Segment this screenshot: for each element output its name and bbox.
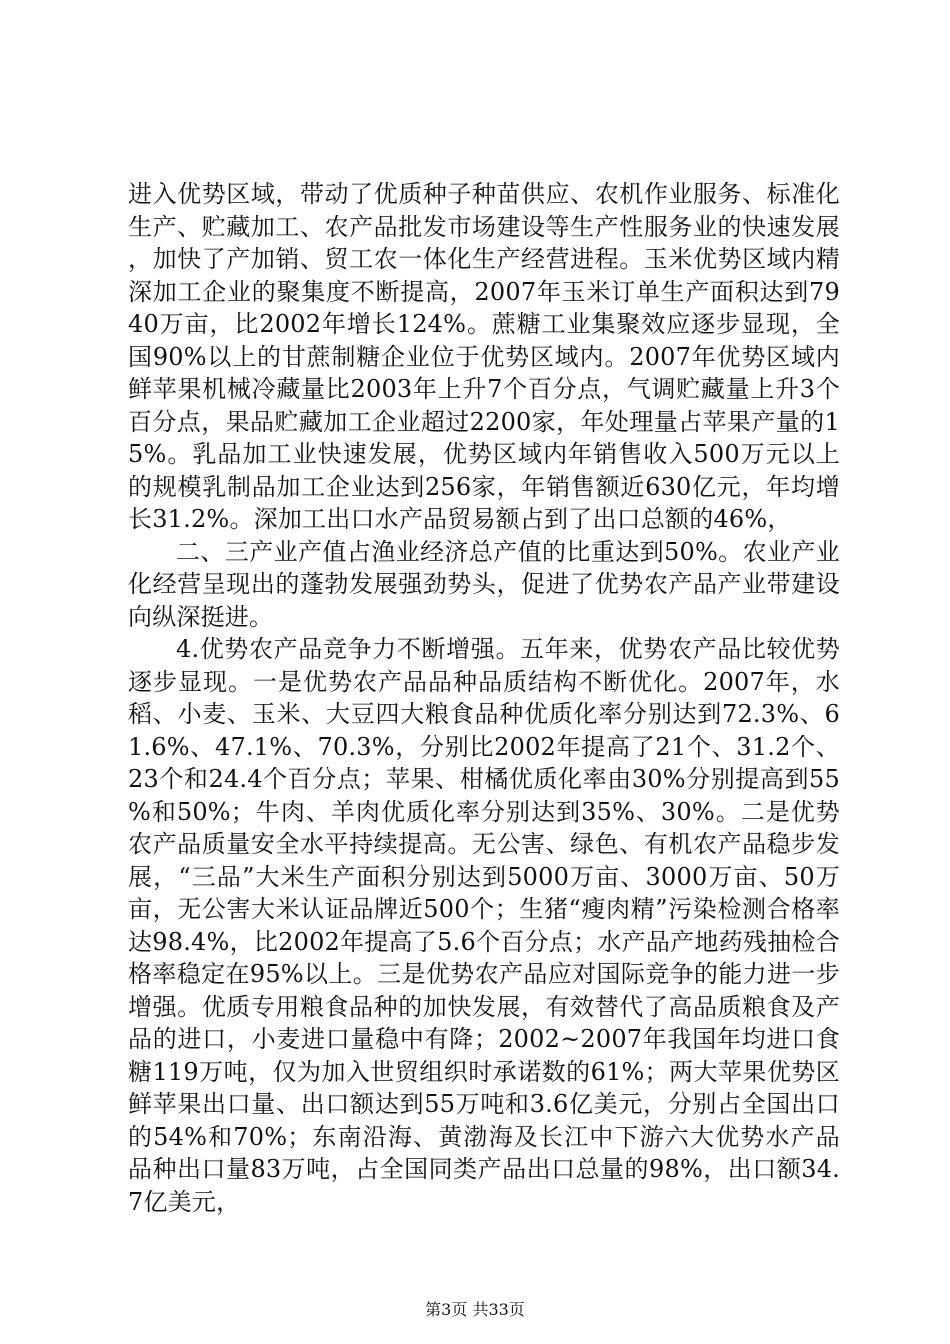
page-number-footer: 第3页 共33页 <box>425 1300 525 1319</box>
paragraph-continuation: 进入优势区域，带动了优质种子种苗供应、农机作业服务、标准化生产、贮藏加工、农产品批发市场建设等生产性服务业的快速发展，加快了产加销、贸工农一体化生产经营进程。玉米优势区域内精深加工企业的聚集度不断提高，2007年玉米订单生产面积达到7940万亩，比2002年增长124%。蔗糖工业集聚效应逐步显现，全国90%以上的甘蔗制糖企业位于优势区域内。2007年优势区域内鲜苹果机械冷藏量比2003年上升7个百分点，气调贮藏量上升3个百分点，果品贮藏加工企业超过2200家，年处理量占苹果产量的15%。乳品加工业快速发展，优势区域内年销售收入500万元以上的规模乳制品加工企业达到256家，年销售额近630亿元，年均增长31.2%。深加工出口水产品贸易额占到了出口总额的46%， <box>128 180 840 533</box>
paragraph-industry-share: 二、三产业产值占渔业经济总产值的比重达到50%。农业产业化经营呈现出的蓬勃发展强劲势头，促进了优势农产品产业带建设向纵深挺进。 <box>128 537 840 631</box>
document-body <box>128 178 840 1218</box>
paragraph-competitiveness: 4.优势农产品竞争力不断增强。五年来，优势农产品比较优势逐步显现。一是优势农产品品种品质结构不断优化。2007年，水稻、小麦、玉米、大豆四大粮食品种优质化率分别达到72.3%、61.6%、47.1%、70.3%，分别比2002年提高了21个、31.2个、23个和24.4个百分点；苹果、柑橘优质化率由30%分别提高到55%和50%；牛肉、羊肉优质化率分别达到35%、30%。二是优势农产品质量安全水平持续提高。无公害、绿色、有机农产品稳步发展，“三品”大米生产面积分别达到5000万亩、3000万亩、50万亩，无公害大米认证品牌近500个；生猪“瘦肉精”污染检测合格率达98.4%，比2002年提高了5.6个百分点；水产品产地药残抽检合格率稳定在95%以上。三是优势农产品应对国际竞争的能力进一步增强。优质专用粮食品种的加快发展，有效替代了高品质粮食及产品的进口，小麦进口量稳中有降；2002~2007年我国年均进口食糖119万吨，仅为加入世贸组织时承诺数的61%；两大苹果优势区鲜苹果出口量、出口额达到55万吨和3.6亿美元，分别占全国出口的54%和70%；东南沿海、黄渤海及长江中下游六大优势水产品品种出口量83万吨，占全国同类产品出口总量的98%，出口额34.7亿美元， <box>128 635 840 1216</box>
